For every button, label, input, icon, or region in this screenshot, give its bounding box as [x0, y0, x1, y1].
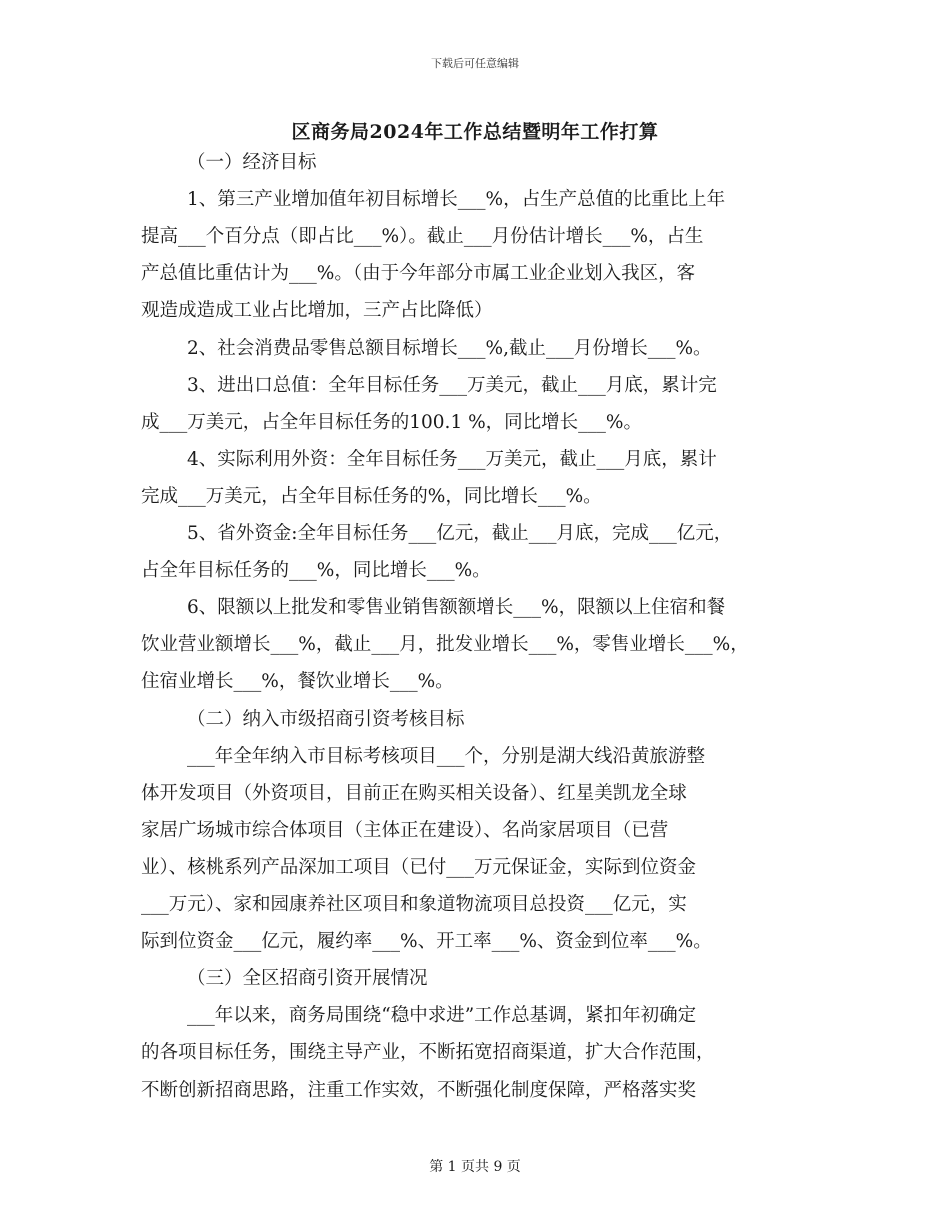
section-heading-investment-progress: （三）全区招商引资开展情况 [187, 968, 428, 989]
paragraph-line: 产总值比重估计为___%。（由于今年部分市属工业企业划入我区，客 [141, 263, 696, 284]
paragraph-line: 的各项目标任务，围绕主导产业，不断拓宽招商渠道，扩大合作范围， [141, 1042, 715, 1063]
paragraph-line: 6、限额以上批发和零售业销售额额增长___%，限额以上住宿和餐 [187, 597, 726, 618]
paragraph-line: 4、实际利用外资：全年目标任务___万美元，截止___月底，累计 [187, 449, 717, 470]
paragraph-line: 占全年目标任务的___%，同比增长___%。 [141, 560, 491, 581]
page-number: 第 1 页共 9 页 [429, 1159, 521, 1175]
paragraph-line: 饮业营业额增长___%，截止___月，批发业增长___%，零售业增长___%， [141, 634, 749, 655]
paragraph-line: 住宿业增长___%，餐饮业增长___%。 [141, 671, 454, 692]
paragraph-line: 观造成造成工业占比增加，三产占比降低） [141, 300, 493, 321]
paragraph-line: ___年以来，商务局围绕“稳中求进”工作总基调，紧扣年初确定 [187, 1005, 697, 1026]
paragraph-line: 1、第三产业增加值年初目标增长___%，占生产总值的比重比上年 [187, 189, 726, 210]
paragraph-line: 成___万美元，占全年目标任务的100.1 %，同比增长___%。 [141, 412, 643, 433]
section-heading-economic-goals: （一）经济目标 [187, 152, 317, 173]
paragraph-line: 5、省外资金:全年目标任务___亿元，截止___月底，完成___亿元， [187, 523, 733, 544]
section-heading-investment-targets: （二）纳入市级招商引资考核目标 [187, 709, 465, 730]
paragraph-line: 家居广场城市综合体项目（主体正在建设）、名尚家居项目（已营 [141, 820, 669, 841]
paragraph-line: 不断创新招商思路，注重工作实效，不断强化制度保障，严格落实奖 [141, 1080, 697, 1101]
header-note: 下载后可任意编辑 [431, 57, 519, 70]
paragraph-line: 完成___万美元，占全年目标任务的%，同比增长___%。 [141, 486, 602, 507]
paragraph-line: 业）、核桃系列产品深加工项目（已付___万元保证金，实际到位资金 [141, 857, 697, 878]
document-title: 区商务局2024年工作总结暨明年工作打算 [291, 121, 659, 143]
paragraph-line: 体开发项目（外资项目，目前正在购买相关设备）、红星美凯龙全球 [141, 783, 687, 804]
paragraph-line: 际到位资金___亿元，履约率___%、开工率___%、资金到位率___%。 [141, 931, 712, 952]
paragraph-line: 2、社会消费品零售总额目标增长___%,截止___月份增长___%。 [187, 338, 712, 359]
paragraph-line: 提高___个百分点（即占比___%）。截止___月份估计增长___%，占生 [141, 226, 704, 247]
paragraph-line: ___万元）、家和园康养社区项目和象道物流项目总投资___亿元，实 [141, 894, 687, 915]
paragraph-line: 3、进出口总值：全年目标任务___万美元，截止___月底，累计完 [187, 375, 717, 396]
paragraph-line: ___年全年纳入市目标考核项目___个，分别是湖大线沿黄旅游整 [187, 746, 706, 767]
